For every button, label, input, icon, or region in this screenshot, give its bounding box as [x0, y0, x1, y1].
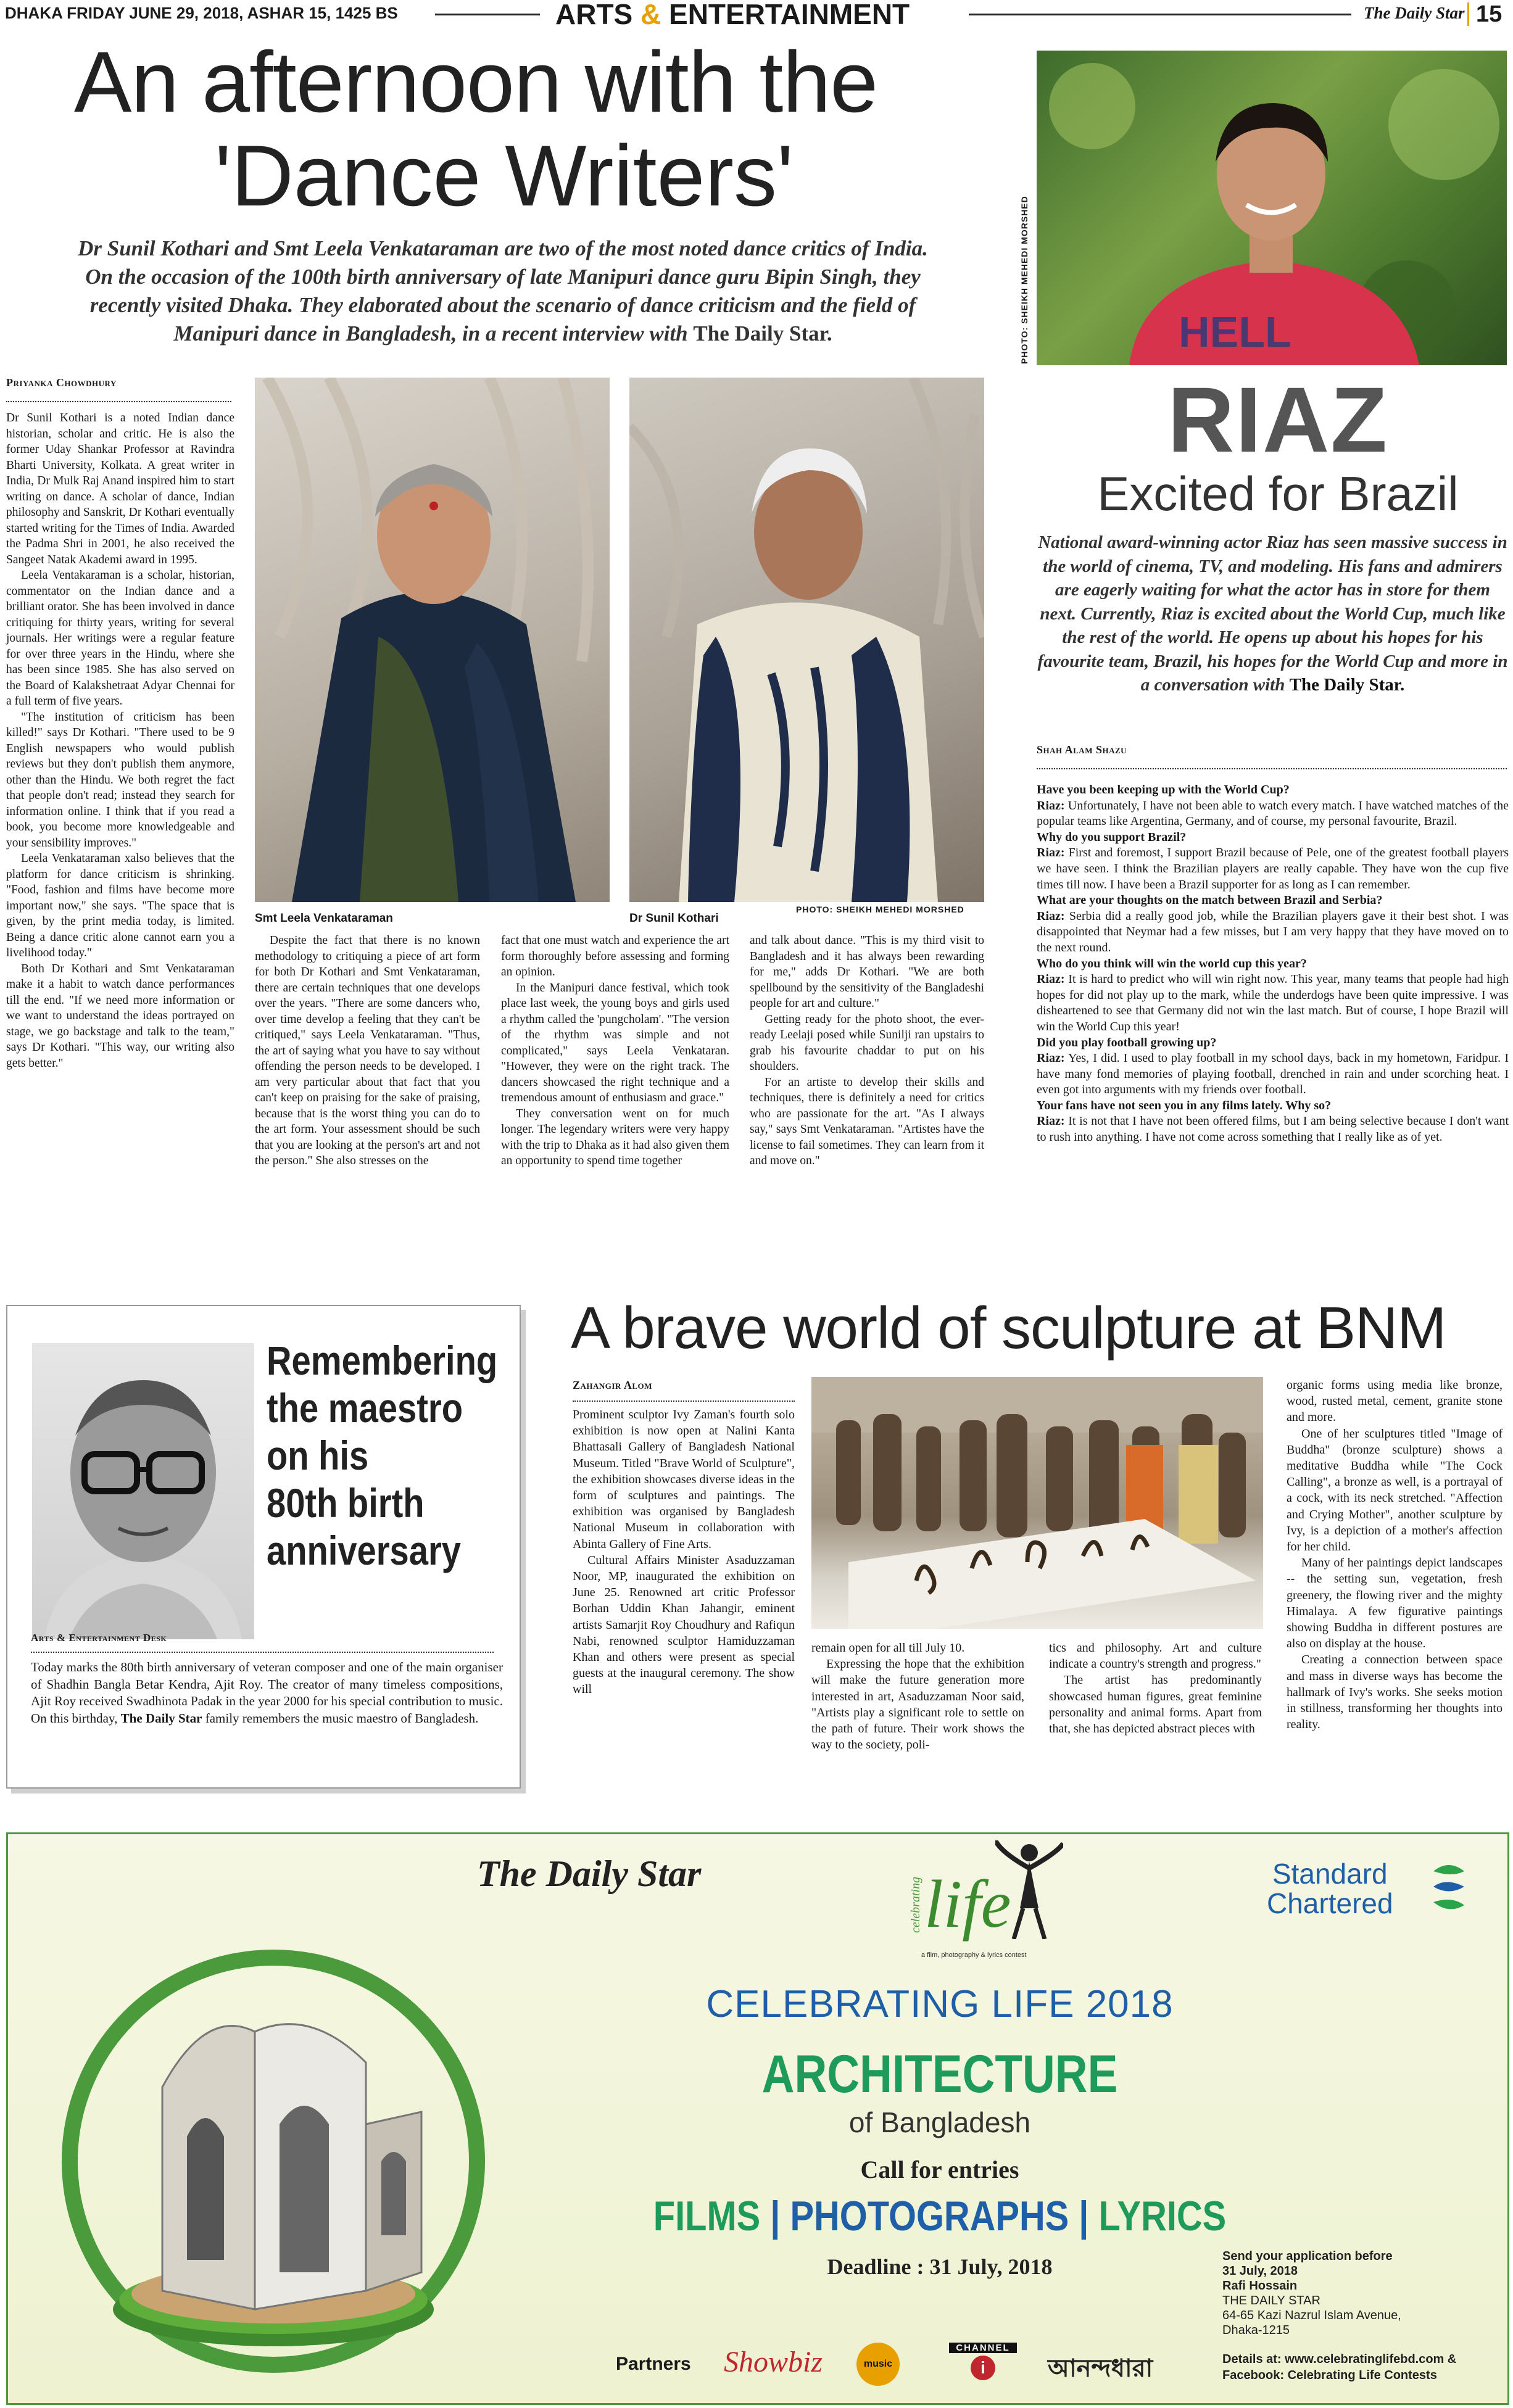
ad-call: Call for entries [860, 2156, 1019, 2183]
qa-item [1037, 1035, 1509, 1098]
sculpture-byline: Zahangir Alom [573, 1379, 652, 1391]
dance-col-4 [750, 933, 984, 1169]
intro-line: On the occasion of the 100th birth anniversary of late Manipuri dance guru Bipin Singh, they [85, 265, 921, 289]
qa-item [1037, 830, 1509, 893]
header-rule-left [435, 14, 540, 15]
title-line: anniversary [267, 1528, 461, 1573]
header-rule-right [969, 14, 1351, 15]
logo-word: life [924, 1866, 1011, 1942]
byline-rule [6, 401, 231, 402]
send-addr: Dhaka-1215 [1222, 2323, 1290, 2337]
question: Your fans have not seen you in any films lately. Why so? [1037, 1098, 1332, 1112]
paragraph: fact that one must watch and experience the art form thoroughly before assessing and forming an opinion. [501, 934, 729, 979]
maestro-paper: The Daily Star [120, 1710, 202, 1726]
intro-line: Manipuri dance in Bangladesh, in a recent interview with The Daily Star. [173, 321, 832, 345]
architecture-illustration [20, 1939, 526, 2383]
celebrating-life-logo [909, 1840, 1069, 1964]
paragraph: Creating a connection between space and mass in diverse ways has become the hallmark of Ivy's works. She seeks motion in stillness, transforming her thoughts into reality. [1287, 1653, 1503, 1732]
ad-theme: ARCHITECTURE [761, 2045, 1118, 2104]
sculpture-col-3 [1049, 1640, 1262, 1737]
ad-address [1222, 2249, 1401, 2338]
paragraph: Many of her paintings depict landscapes -- the setting sun, vegetation, fresh greenery, the flowing river and the mighty Himalaya. A few figurative paintings showing Buddha in different postures are also on display at the house. [1287, 1556, 1503, 1651]
ad-categories [594, 2192, 1286, 2240]
ad-daily-star-logo: The Daily Star [477, 1853, 702, 1894]
page-header [0, 0, 1513, 31]
title-line: Remembering [267, 1338, 498, 1383]
riaz-byline-rule [1037, 768, 1507, 769]
paragraph: Cultural Affairs Minister Asaduzzaman Noor, MP, inaugurated the exhibition on June 25. Renowned art critic Professor Borhan Uddin Khan Jahangir, eminent artists Samarjit Roy Choudhury and Rafiqun Nabi, renowned sculptor Hamiduzzaman Khan and others were present as special guests at the inaugural ceremony. The show will [573, 1553, 795, 1697]
partner-anandadhara-logo: আনন্দধারা [1048, 2355, 1153, 2382]
paragraph: One of her sculptures titled "Image of Buddha" (bronze sculpture) shows a meditative Buddha while "The Cock Calling", a bronze as well, is a portrayal of a cock, with its neck stretched. "Affection and Crying Mother", another sculpture by Ivy, is a depiction of a mother's affection for her child. [1287, 1426, 1503, 1554]
ad-heading: CELEBRATING LIFE 2018 [706, 1983, 1174, 2025]
paragraph: They conversation went on for much longer. The legendary writers were very happy with the trip to Dhaka as it had also given them an opportunity to spend time together [501, 1107, 729, 1167]
riaz-intro: National award-winning actor Riaz has seen massive success in the world of cinema, TV, and modeling. His fans and admirers are eagerly waiting for what the actor has in store for them next. Currently, Riaz is excited about the World Cup, much like the rest of the world. He opens up about his hopes for his favourite team, Brazil, his hopes for the World Cup and more in a conversation with The Daily Star. [1037, 532, 1508, 695]
question: What are your thoughts on the match between Brazil and Serbia? [1037, 893, 1383, 908]
paragraph: organic forms using media like bronze, wood, rusted metal, cement, granite stone and more. [1287, 1378, 1503, 1425]
paragraph: "The institution of criticism has been killed!" says Dr Kothari. "There used to be 9 English newspapers who would publish reviews but they don't publish them anymore, other than the Hindu. We both regret the fact that people don't read; instead they search for information online. I think that if you read a book, you become more knowledgeable and your sensibility improves." [6, 710, 234, 850]
partners-row [616, 2340, 1183, 2389]
paragraph: Both Dr Kothari and Smt Venkataraman make it a habit to watch dance performances till the end. "If we need more information or we want to understand the ideas portrayed on stage, we go backstage and talk to the team," says Dr Kothari. "This way, our writing also gets better." [6, 962, 234, 1070]
riaz-photo [1037, 51, 1507, 365]
partner-channel-i-logo: CHANNEL i [949, 2343, 1017, 2386]
qa-item [1037, 782, 1509, 830]
intro-line: recently visited Dhaka. They elaborated about the scenario of dance criticism and the field of [89, 293, 916, 317]
answer: Riaz: Yes, I did. I used to play football in my school days, back in my hometown, Faridpur. I have many fond memories of playing football, drenched in rain and under scorching heat. I even got into arguments with my friends over football. [1037, 1051, 1509, 1097]
maestro-byline-rule [31, 1652, 494, 1653]
exhibition-photo [811, 1377, 1263, 1629]
intro-paper-name: The Daily Star. [693, 321, 832, 345]
qa-item [1037, 956, 1509, 1035]
maestro-byline: Arts & Entertainment Desk [31, 1632, 167, 1644]
intro-line: Dr Sunil Kothari and Smt Leela Venkataraman are two of the most noted dance critics of India. [78, 236, 928, 260]
caption-leela: Smt Leela Venkataraman [255, 912, 393, 925]
section-amp: & [640, 0, 661, 30]
paragraph: For an artiste to develop their skills and techniques, there is definitely a need for critics who are passionate for the art. "As I always say," says Smt Venkataraman. "Artistes have the license to fail sometimes. They can learn from it and move on." [750, 1075, 984, 1167]
ad-details [1222, 2351, 1456, 2383]
ajit-roy-photo [32, 1343, 254, 1639]
title-line: the maestro [267, 1385, 463, 1431]
celebrating-life-ad [6, 1832, 1509, 2405]
dance-title-line1: An afternoon with the [74, 33, 878, 130]
section-title [555, 0, 910, 31]
cat-films: FILMS [653, 2193, 761, 2240]
question: Did you play football growing up? [1037, 1035, 1217, 1049]
logo-tagline: a film, photography & lyrics contest [921, 1951, 1027, 1959]
maestro-body: Today marks the 80th birth anniversary of veteran composer and one of the main organiser of Shadhin Bangla Betar Kendra, Ajit Roy. The creator of many timeless compositions, Ajit Roy received Swadhinota Padak in the year 2000 for his special contribution to music. On this birthday, The Daily Star family remembers the music maestro of Bangladesh. [31, 1660, 503, 1726]
ad-theme-sub: of Bangladesh [848, 2106, 1031, 2138]
title-line: 80th birth [267, 1480, 425, 1526]
answer: Riaz: It is not that I have not been offered films, but I am being selective because I don't want to rush into anything. I have not come across something that I really like as of yet. [1037, 1114, 1509, 1144]
answer: Riaz: First and foremost, I support Brazil because of Pele, one of the greatest football players we have seen. I think the Brazilian players are really capable. They have won the cup five times till now. I have been a Brazil supporter for as long as I can remember. [1037, 846, 1509, 892]
riaz-intro-paper: The Daily Star. [1289, 675, 1405, 695]
cat-sep: | [1079, 2193, 1089, 2240]
paragraph: In the Manipuri dance festival, which took place last week, the young boys and girls used a rhythm called the 'pungcholam'. "The version of the rhythm was simple and not complicated," says Leela Venkataran. "However, they were on the right track. The dancers showcased the right technique and a tremendous amount of enthusiasm and grace." [501, 981, 729, 1104]
sc-line1: Standard [1272, 1858, 1388, 1890]
title-line: on his [267, 1433, 369, 1478]
svg-text:HELL: HELL [1179, 308, 1291, 356]
question: Have you been keeping up with the World Cup? [1037, 783, 1290, 796]
standard-chartered-logo [1267, 1859, 1393, 1918]
riaz-interview [1037, 782, 1509, 1146]
section-ent: ENTERTAINMENT [669, 0, 910, 30]
leela-photo [255, 378, 610, 902]
details-facebook[interactable]: Facebook: Celebrating Life Contests [1222, 2369, 1437, 2382]
send-line: 31 July, 2018 [1222, 2264, 1298, 2278]
sculpture-title: A brave world of sculpture at BNM [571, 1295, 1446, 1361]
paragraph: Expressing the hope that the exhibition will make the future generation more interested in art, Asaduzzaman Noor said, "Artists play a significant role to settle on the path of future. Their work shows the way to the society, poli- [811, 1657, 1024, 1752]
paragraph: and talk about dance. "This is my third visit to Bangladesh and it has always been rewarding for me," adds Dr Kothari. "We are both spellbound by the sensitivity of the Bangladeshi people for art and culture." [750, 934, 984, 1010]
maestro-title [267, 1337, 497, 1574]
sculpture-col-2 [811, 1640, 1024, 1753]
dance-col-3 [501, 933, 729, 1169]
partner-showbiz-logo: Showbiz [724, 2346, 823, 2378]
send-org: THE DAILY STAR [1222, 2294, 1320, 2307]
send-addr: 64-65 Kazi Nazrul Islam Avenue, [1222, 2309, 1401, 2322]
paragraph: Leela Ventakaraman is a scholar, historian, commentator on the Indian dance and a brilliant orator. She has been involved in dance critiquing for thirty years, writing for several journals. Her writings were a regular feature for over three years in the Hindu, where she has been since 1985. She has also served on the Board of Kalakshetraat Adyar Chennai for a full term of five years. [6, 569, 234, 708]
qa-item [1037, 1098, 1509, 1146]
details-url[interactable]: Details at: www.celebratinglifebd.com & [1222, 2352, 1457, 2366]
riaz-title: RIAZ [1167, 368, 1388, 471]
paragraph: Leela Venkataraman xalso believes that the platform for dance criticism is shrinking. "Food, fashion and films have become more important now," she says. "The space that is given, by the print media today, is limited. Being a dance critic alone cannot earn you a livelihood today." [6, 852, 234, 959]
ad-deadline: Deadline : 31 July, 2018 [827, 2254, 1053, 2279]
answer: Riaz: Serbia did a really good job, while the Brazilian players gave it their best shot. I was disappointed that Neymar had a few misses, but I am very happy that they have moved on to the next round. [1037, 909, 1509, 954]
partners-label: Partners [616, 2354, 691, 2374]
section-arts: ARTS [555, 0, 633, 30]
caption-kothari: Dr Sunil Kothari [629, 912, 719, 925]
paragraph: The artist has predominantly showcased human figures, great feminine personality and animal forms. Apart from that, she has depicted abstract pieces with [1049, 1673, 1262, 1736]
question: Why do you support Brazil? [1037, 830, 1187, 844]
dateline: DHAKA FRIDAY JUNE 29, 2018, ASHAR 15, 1425 BS [5, 4, 398, 22]
cat-sep: | [770, 2193, 781, 2240]
sc-swirl-icon [1427, 1859, 1470, 1921]
sculpture-byline-rule [573, 1401, 795, 1402]
logo-script: celebrating [909, 1876, 922, 1933]
paragraph: Getting ready for the photo shoot, the ever-ready Leelaji posed while Sunilji ran upstairs to grab his favourite chaddar to put on his shoulders. [750, 1012, 984, 1073]
dance-photo-credit: PHOTO: SHEIKH MEHEDI MORSHED [796, 904, 964, 914]
sc-line2: Chartered [1267, 1887, 1393, 1919]
cat-lyrics: LYRICS [1098, 2193, 1227, 2240]
page-number: 15 [1476, 1, 1503, 27]
answer: Riaz: It is hard to predict who will win right now. This year, many teams that people had high hopes for did not play up to the mark, while the underdogs have been quite impressive. I was disheartened to see that Germany did not win the last match. But of course, I hope Brazil will win the World Cup this year! [1037, 972, 1509, 1033]
dance-title-line2: 'Dance Writers' [215, 127, 794, 224]
kothari-photo [629, 378, 984, 902]
send-name: Rafi Hossain [1222, 2279, 1298, 2293]
dance-intro [0, 234, 1006, 348]
dance-byline: Priyanka Chowdhury [6, 376, 117, 389]
partner-music-logo: music [856, 2343, 900, 2386]
paragraph: Prominent sculptor Ivy Zaman's fourth solo exhibition is now open at Nalini Kanta Bhattasali Gallery of Bangladesh National Museum. Titled "Brave World of Sculpture", the exhibition showcases diverse ideas in the form of sculptures and paintings. The exhibition was organised by Bangladesh National Museum in collaboration with Abinta Gallery of Fine Arts. [573, 1408, 795, 1551]
riaz-subtitle: Excited for Brazil [1097, 466, 1459, 521]
page-divider [1467, 2, 1469, 26]
masthead-small: The Daily Star [1364, 4, 1465, 22]
question: Who do you think will win the world cup this year? [1037, 956, 1307, 970]
riaz-byline: Shah Alam Shazu [1037, 743, 1127, 756]
paragraph: Dr Sunil Kothari is a noted Indian dance historian, scholar and critic. He is also the former Uday Shankar Professor at Ravindra Bharti University, Kolkata. A great writer in India, Dr Mulk Raj Anand inspired him to start writing on dance. A scholar of dance, Indian philosophy and Sanskrit, Dr Kothari eventually started writing for the Times of India. Awarded the Padma Shri in 2001, he also received the Sangeet Natak Akademi award in 1995. [6, 412, 234, 566]
paragraph: remain open for all till July 10. [811, 1641, 965, 1655]
dance-col-2 [255, 933, 480, 1169]
riaz-photo-credit: PHOTO: SHEIKH MEHEDI MORSHED [1019, 196, 1029, 364]
answer: Riaz: Unfortunately, I have not been able to watch every match. I have watched matches of the popular teams like Argentina, Germany, and of course, my personal favourite, Brazil. [1037, 798, 1509, 829]
sculpture-col-1 [573, 1407, 795, 1698]
sculpture-col-4 [1287, 1377, 1503, 1732]
cat-photographs: PHOTOGRAPHS [790, 2193, 1069, 2240]
dance-col-1 [6, 410, 234, 1071]
paragraph: tics and philosophy. Art and culture indicate a country's strength and progress." [1049, 1641, 1262, 1671]
send-line: Send your application before [1222, 2249, 1393, 2263]
qa-item [1037, 893, 1509, 956]
maestro-box [6, 1305, 521, 1789]
paragraph: Despite the fact that there is no known methodology to critiquing a piece of art form for both Dr Kothari and Smt Venkataraman, there are certain techniques that one develops over the years. "There are some dancers who, over time develop a feeling that they can't be critiqued," says Leela Venkataraman. "Thus, the art of saying what you have to say without offending the person needs to be developed. I am very particular about that fact that you can't keep on praising for the sake of praising, because that is the worst thing you can do to the art form. Your assessment should be such that you are looking at the person's art and not the person." She also stresses on the [255, 934, 480, 1167]
